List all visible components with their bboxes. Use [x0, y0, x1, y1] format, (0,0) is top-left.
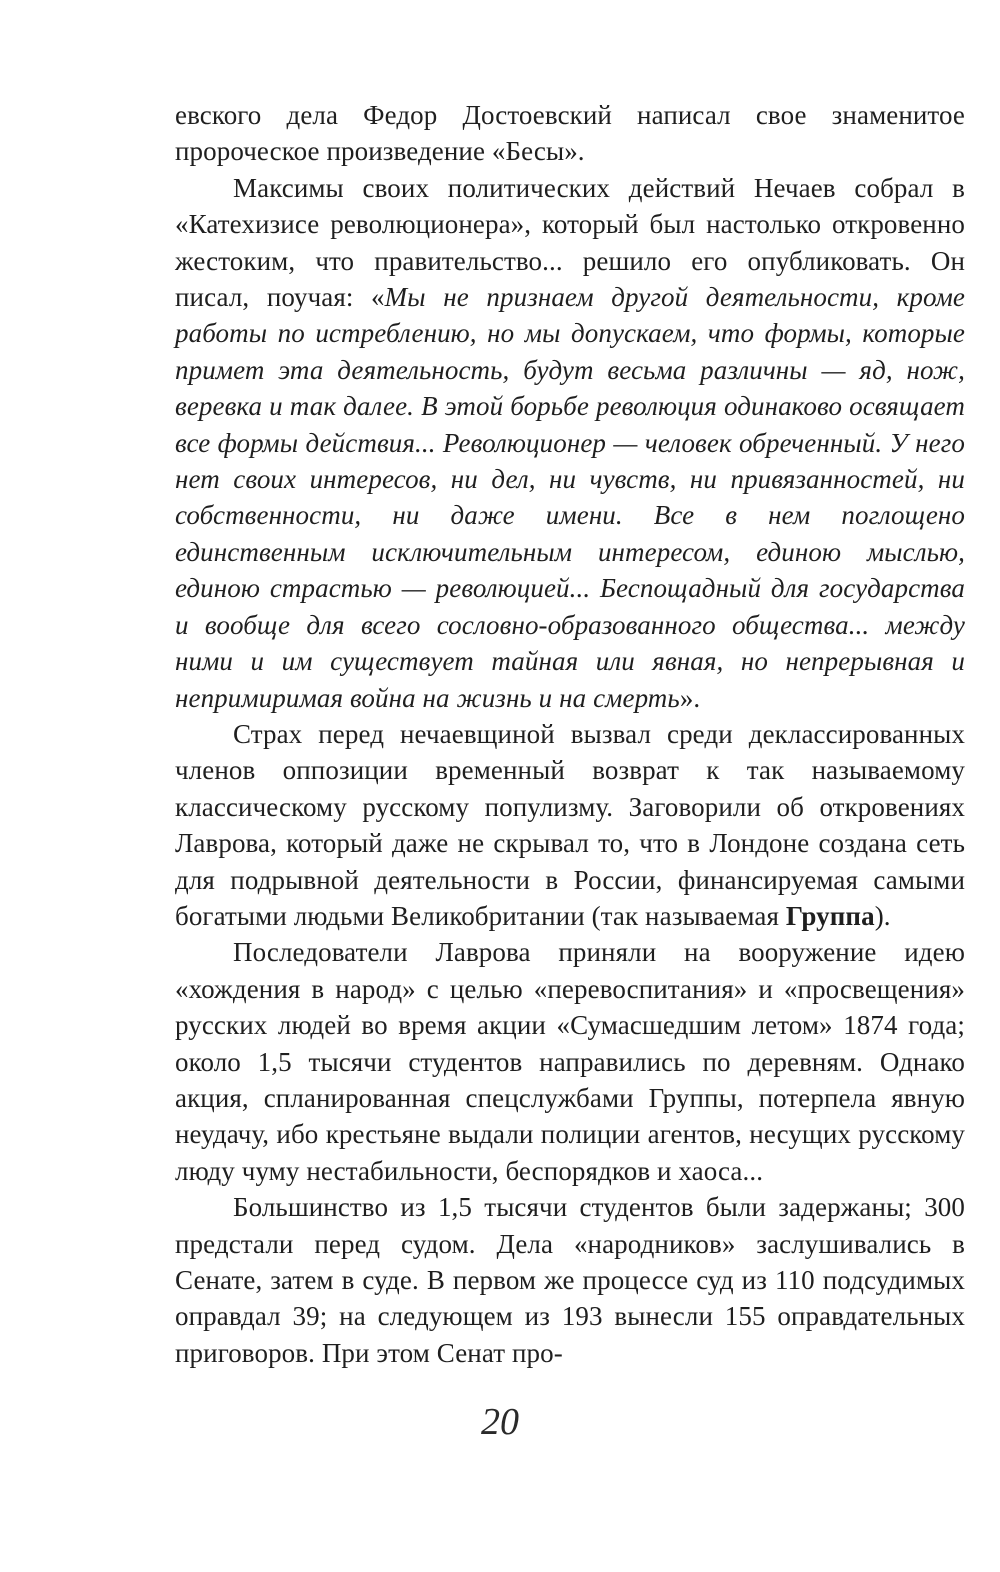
paragraph-text: Последователи Лаврова приняли на вооружение идею «хождения в народ» с целью «перевоспитания» и «просвещения» русских людей во время акции «Сумасшедшим летом» 1874 года; около 1,5 тысячи студентов направились по деревням. Однако акция, спланированная спецслужбами Группы, потерпела явную неудачу, ибо крестьяне выдали полиции агентов, несущих русскому люду чуму нестабильности, беспорядков и хаоса... — [175, 937, 965, 1186]
paragraph-text-end: ». — [679, 682, 701, 713]
paragraph-nechaev-catechism — [175, 170, 965, 716]
paragraph-going-to-people — [175, 934, 965, 1189]
paragraph-continuation — [175, 97, 965, 170]
paragraph-text-end: ). — [874, 900, 891, 931]
paragraph-text: Максимы своих политических действий Нечаев собрал в «Катехизисе революционера», который был настолько откровенно жестоким, что правительство... решило его опубликовать. Он писал, поучая: « — [175, 172, 965, 313]
group-term: Группа — [785, 900, 875, 931]
paragraph-text: евского дела Федор Достоевский написал свое знаменитое пророческое произведение «Бесы». — [175, 100, 965, 167]
paragraph-trials — [175, 1189, 965, 1371]
body-text — [175, 97, 965, 1371]
paragraph-text: Большинство из 1,5 тысячи студентов были задержаны; 300 предстали перед судом. Дела «народников» заслушивались в Сенате, затем в суде. В первом же процессе суд из 110 подсудимых оправдал 39; на следующем из 193 вынесли 155 оправдательных приговоров. При этом Сенат про- — [175, 1192, 965, 1368]
catechism-quote: Мы не признаем другой деятельности, кроме работы по истреблению, но мы допускаем, что формы, которые примет эта деятельность, будут весьма различны — яд, нож, веревка и так далее. В этой борьбе революция одинаково освящает все формы действия... Революционер — человек обреченный. У него нет своих интересов, ни дел, ни чувств, ни привязанностей, ни собственности, ни даже имени. Все в нем поглощено единственным исключительным интересом, единою мыслью, единою страстью — революцией... Беспощадный для государства и вообще для всего сословно-образованного общества... между ними и им существует тайная или явная, но непрерывная и непримиримая война на жизнь и на смерть — [175, 282, 965, 713]
page-number: 20 — [481, 1401, 519, 1443]
paragraph-lavrov — [175, 716, 965, 934]
paragraph-text: Страх перед нечаевщиной вызвал среди деклассированных членов оппозиции временный возврат к так называемому классическому русскому популизму. Заговорили об откровениях Лаврова, который даже не скрывал то, что в Лондоне создана сеть для подрывной деятельности в России, финансируемая самыми богатыми людьми Великобритании (так называемая — [175, 718, 965, 931]
